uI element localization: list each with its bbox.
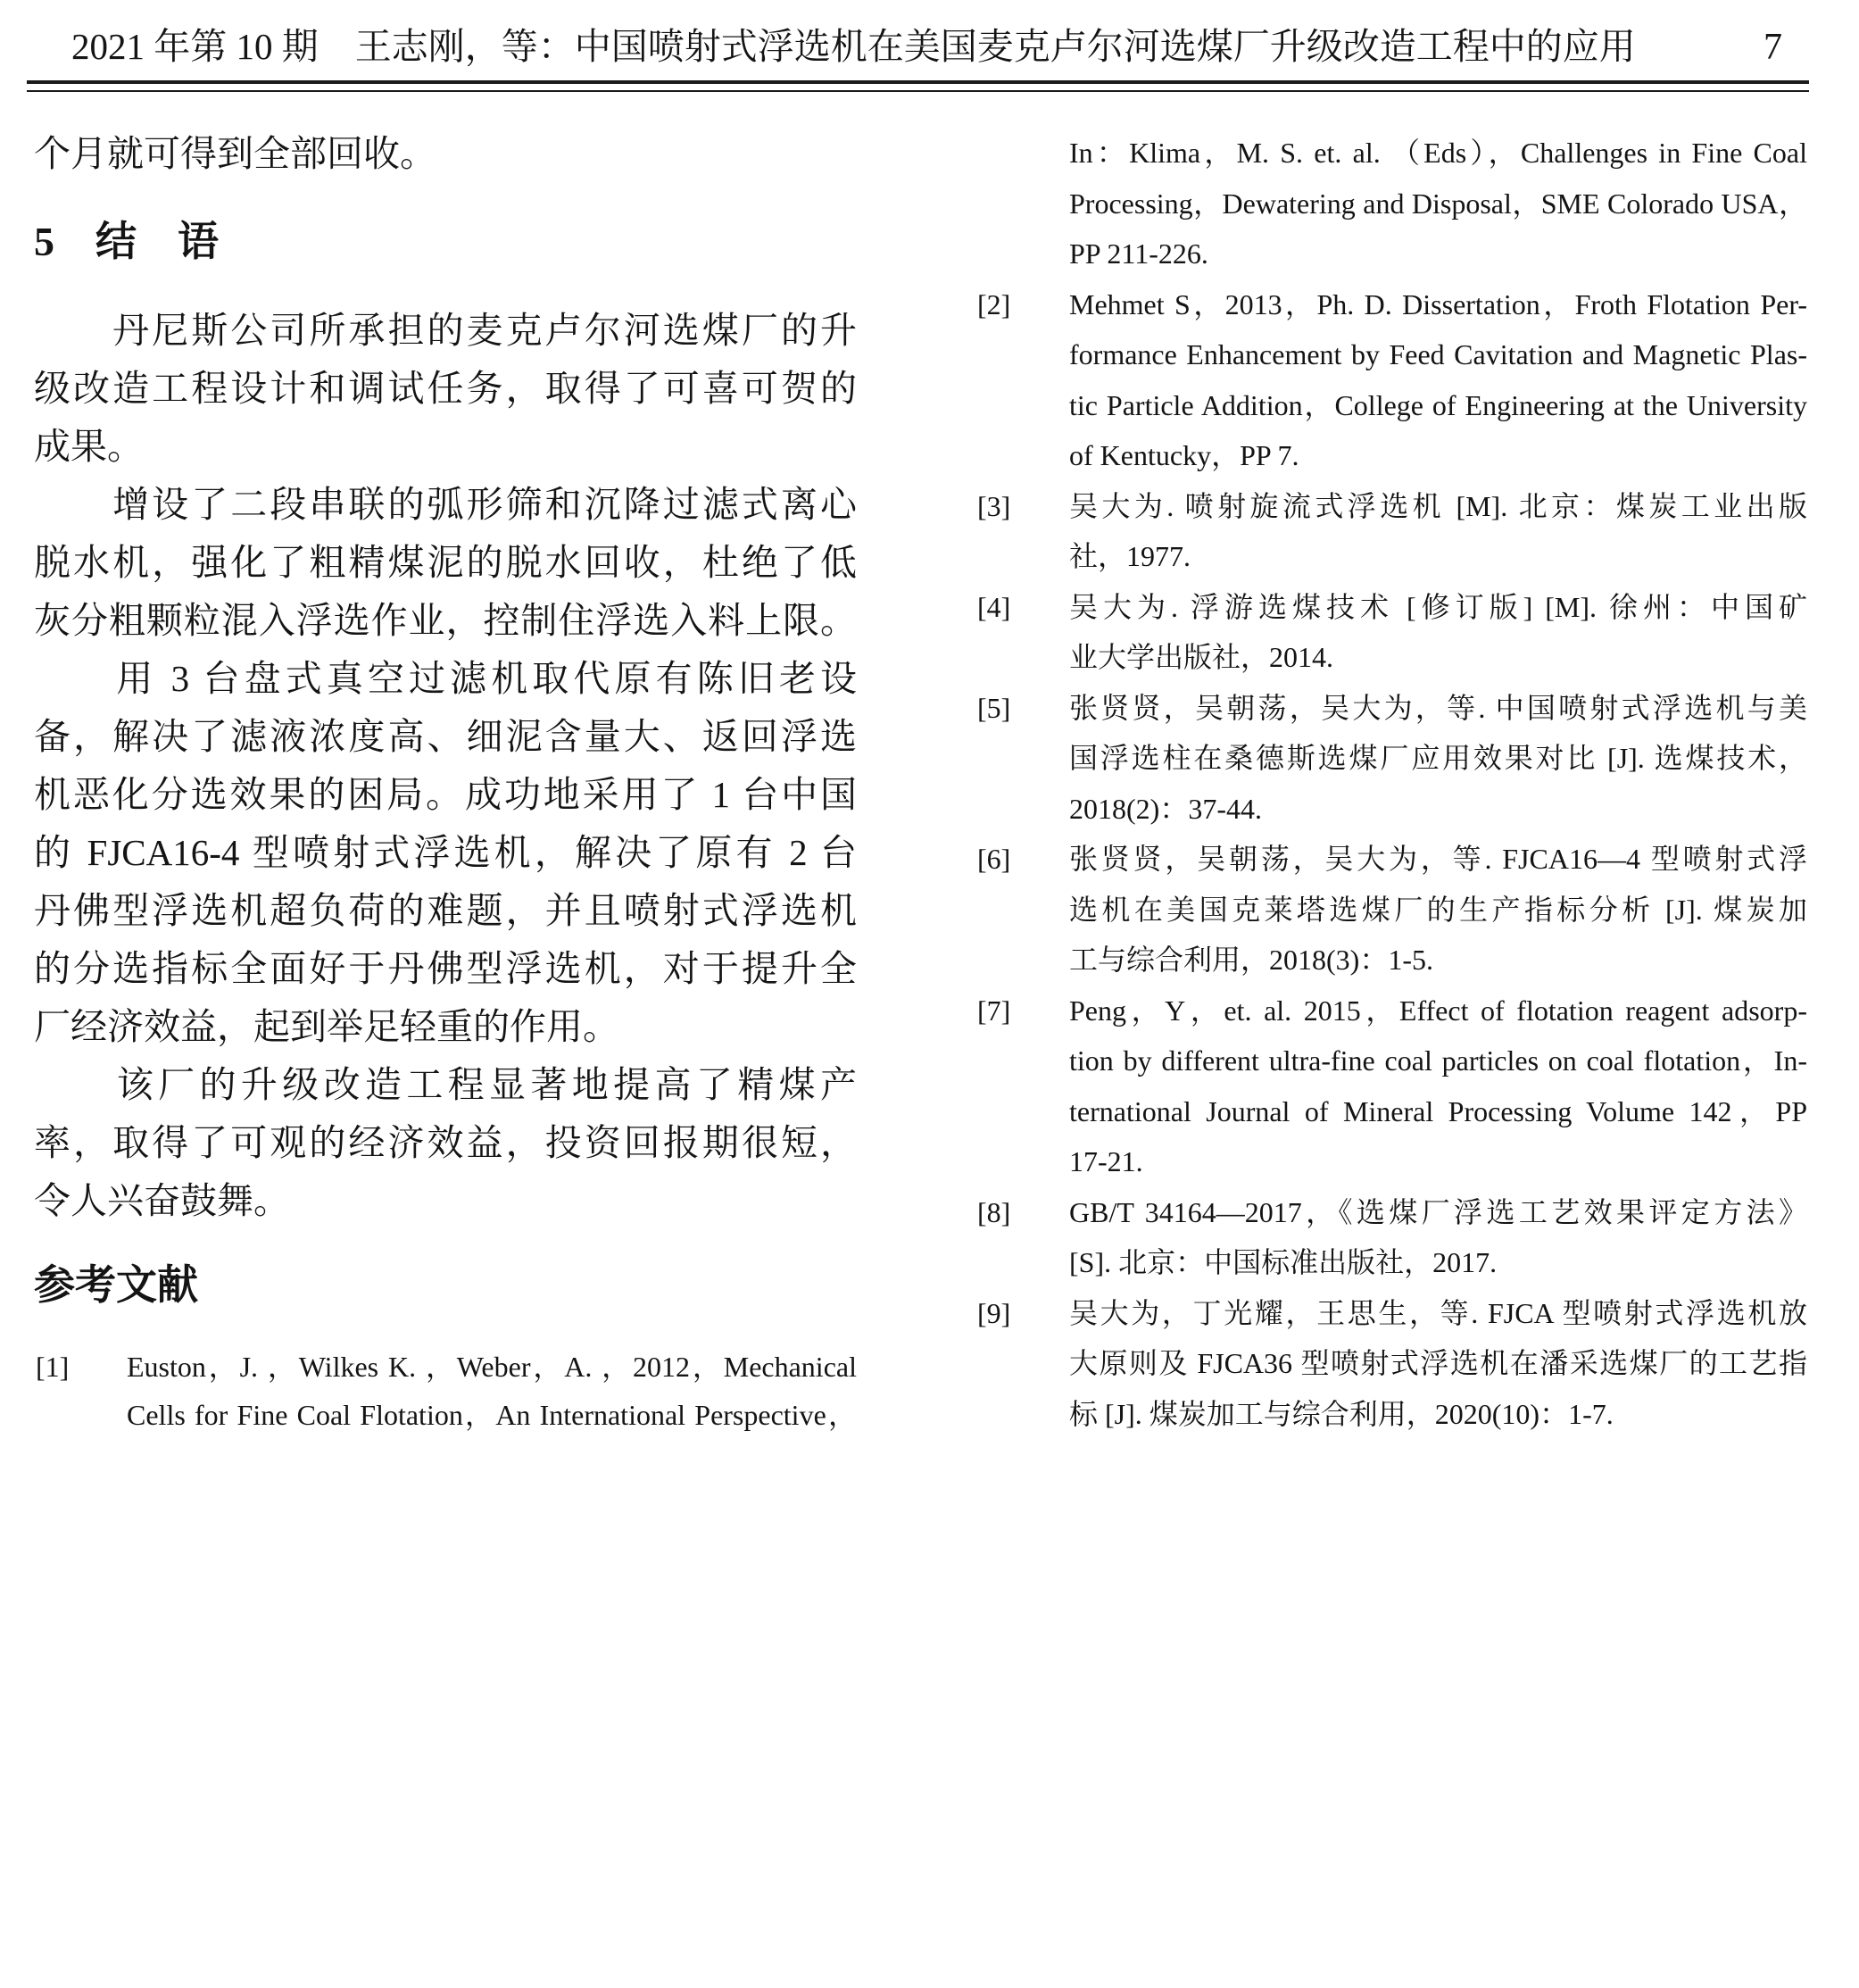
body-line: 令人兴奋鼓舞。 (34, 1180, 290, 1221)
reference-line: 业大学出版社，2014. (1069, 641, 1334, 673)
left-column-references (34, 1343, 857, 1439)
reference-line: 大原则及 FJCA36 型喷射式浮选机在潘采选煤厂的工艺指 (1069, 1347, 1807, 1379)
reference-line: 社，1977. (1069, 540, 1191, 572)
left-column-intro (34, 125, 857, 183)
body-line: 的分选指标全面好于丹佛型浮选机，对于提升全 (34, 948, 857, 989)
reference-number: [5] (977, 691, 1011, 724)
reference-number: [2] (977, 287, 1011, 320)
body-line: 用 3 台盘式真空过滤机取代原有陈旧老设 (34, 658, 857, 699)
body-line: 级改造工程设计和调试任务，取得了可喜可贺的 (34, 368, 857, 409)
right-column-references (977, 128, 1807, 1439)
reference-entry (977, 128, 1807, 279)
body-line: 的 FJCA16-4 型喷射式浮选机，解决了原有 2 台 (34, 832, 857, 873)
reference-line: 国浮选柱在桑德斯选煤厂应用效果对比 [J]. 选煤技术， (1069, 742, 1807, 774)
references-heading: 参考文献 (34, 1262, 198, 1308)
reference-line: tion by different ultra-fine coal particles on coal flotation，In- (1069, 1044, 1807, 1077)
reference-line: In：Klima，M. S. et. al. （Eds），Challenges in Fine Coal (1069, 137, 1807, 169)
body-line: 厂经济效益，起到举足轻重的作用。 (34, 1006, 619, 1047)
reference-line: 选机在美国克莱塔选煤厂的生产指标分析 [J]. 煤炭加 (1069, 893, 1807, 926)
reference-line: GB/T 34164—2017，《选煤厂浮选工艺效果评定方法》 (1069, 1195, 1807, 1228)
reference-number: [9] (977, 1296, 1011, 1329)
body-line: 该厂的升级改造工程显著地提高了精煤产 (34, 1064, 857, 1105)
reference-line: 张贤贤，吴朝荡，吴大为，等. FJCA16—4 型喷射式浮 (1069, 843, 1807, 875)
reference-number: [1] (36, 1351, 70, 1383)
reference-number: [6] (977, 843, 1011, 875)
reference-line: ternational Journal of Mineral Processing Volume 142，PP (1069, 1094, 1807, 1127)
reference-number: [7] (977, 994, 1011, 1027)
page-number: 7 (1764, 27, 1782, 68)
reference-line: of Kentucky，PP 7. (1069, 439, 1299, 471)
reference-line: Euston，J. ，Wilkes K. ，Weber，A. ，2012，Mechanical (127, 1351, 857, 1383)
reference-line: 标 [J]. 煤炭加工与综合利用，2020(10)：1-7. (1069, 1397, 1614, 1430)
running-title: 2021 年第 10 期 王志刚，等：中国喷射式浮选机在美国麦克卢尔河选煤厂升级改造工程中的应用 (71, 26, 1636, 67)
reference-line: Peng，Y，et. al. 2015，Effect of flotation reagent adsorp- (1069, 994, 1807, 1027)
reference-number: [4] (977, 590, 1011, 623)
reference-entry (977, 986, 1807, 1187)
left-column-body (34, 302, 857, 1230)
reference-line: 17-21. (1069, 1145, 1143, 1177)
body-line: 丹尼斯公司所承担的麦克卢尔河选煤厂的升 (34, 310, 857, 351)
reference-line: 工与综合利用，2018(3)：1-5. (1069, 944, 1433, 976)
reference-entry (34, 1343, 857, 1439)
reference-line: [S]. 北京：中国标准出版社，2017. (1069, 1246, 1498, 1278)
body-line: 成果。 (34, 426, 144, 467)
reference-entry (977, 834, 1807, 986)
body-line: 率，取得了可观的经济效益，投资回报期很短， (34, 1122, 857, 1163)
body-line: 机恶化分选效果的困局。成功地采用了 1 台中国 (34, 774, 857, 815)
body-line: 灰分粗颗粒混入浮选作业，控制住浮选入料上限。 (34, 600, 857, 641)
body-line: 增设了二段串联的弧形筛和沉降过滤式离心 (34, 484, 857, 525)
reference-entry (977, 582, 1807, 683)
reference-line: tic Particle Addition，College of Engineering at the University (1069, 388, 1807, 421)
body-line: 备，解决了滤液浓度高、细泥含量大、返回浮选 (34, 716, 857, 757)
reference-line: 吴大为. 浮游选煤技术 [修订版] [M]. 徐州：中国矿 (1069, 590, 1807, 623)
body-line: 脱水机，强化了粗精煤泥的脱水回收，杜绝了低 (34, 542, 857, 583)
running-header (71, 23, 1782, 71)
reference-line: formance Enhancement by Feed Cavitation and Magnetic Plas- (1069, 338, 1807, 370)
reference-number: [8] (977, 1195, 1011, 1228)
reference-number: [3] (977, 489, 1011, 522)
reference-line: 张贤贤，吴朝荡，吴大为，等. 中国喷射式浮选机与美 (1069, 691, 1807, 724)
section-heading-conclusion: 5 结 语 (34, 219, 219, 264)
body-line: 丹佛型浮选机超负荷的难题，并且喷射式浮选机 (34, 890, 857, 931)
reference-line: Cells for Fine Coal Flotation，An International Perspective， (127, 1399, 857, 1431)
reference-line: Mehmet S，2013，Ph. D. Dissertation，Froth Flotation Per- (1069, 287, 1807, 320)
reference-line: Processing，Dewatering and Disposal，SME Colorado USA， (1069, 187, 1807, 220)
reference-line: 吴大为，丁光耀，王思生，等. FJCA 型喷射式浮选机放 (1069, 1296, 1807, 1329)
reference-line: 吴大为. 喷射旋流式浮选机 [M]. 北京：煤炭工业出版 (1069, 489, 1807, 522)
body-line: 个月就可得到全部回收。 (34, 133, 436, 174)
reference-entry (977, 1288, 1807, 1440)
reference-entry (977, 683, 1807, 835)
reference-entry (977, 279, 1807, 481)
header-rule (27, 80, 1809, 92)
reference-entry (977, 481, 1807, 582)
reference-line: PP 211-226. (1069, 237, 1208, 270)
reference-entry (977, 1187, 1807, 1288)
reference-line: 2018(2)：37-44. (1069, 792, 1262, 825)
